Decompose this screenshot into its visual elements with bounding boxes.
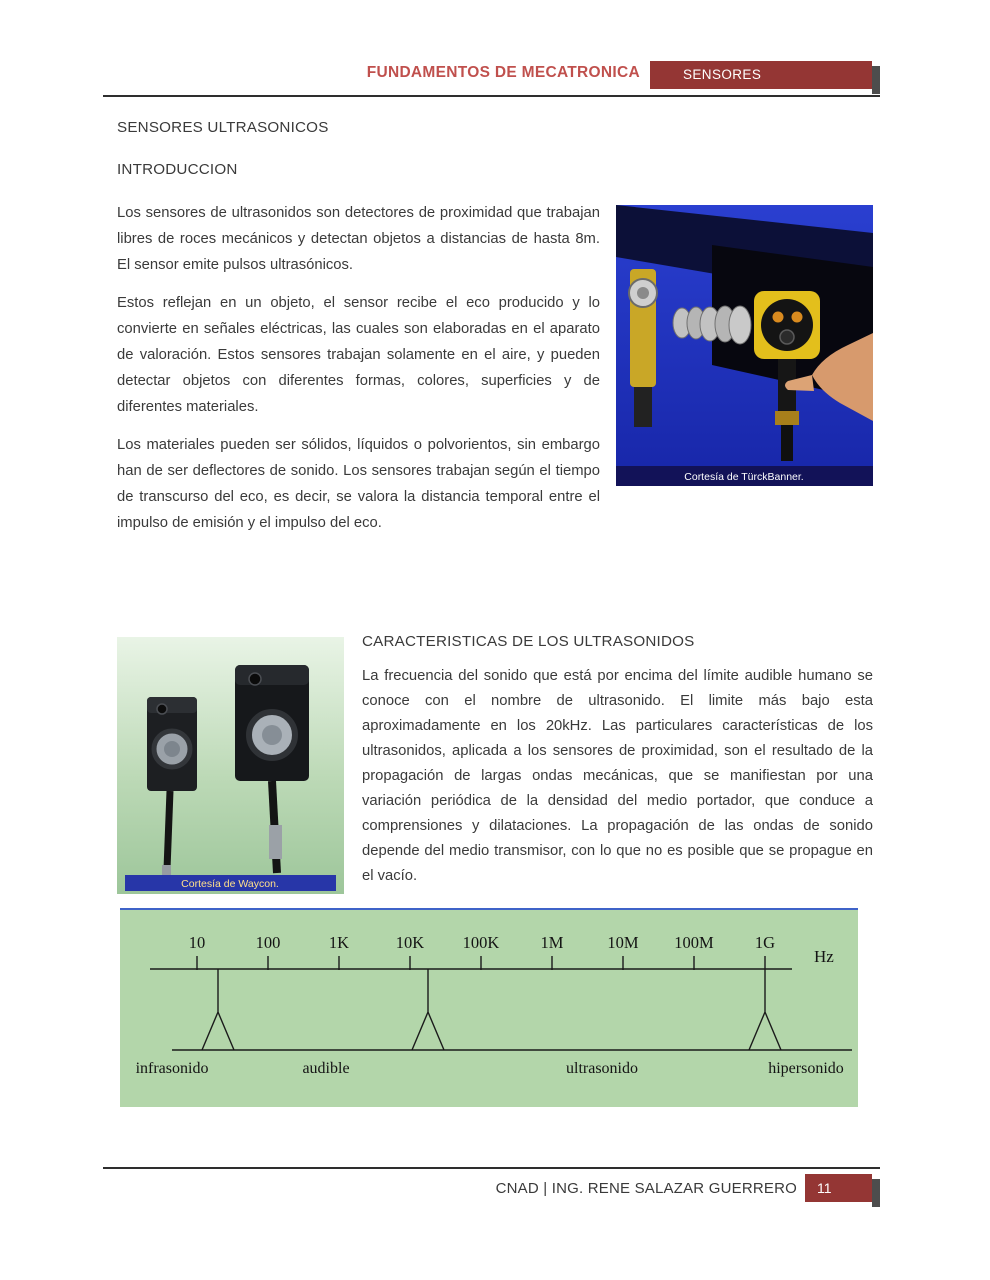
figure1-caption: Cortesía de TürckBanner. xyxy=(684,471,804,483)
unit-label: Hz xyxy=(814,947,834,966)
tick-labels xyxy=(189,933,775,952)
tick-label: 1M xyxy=(540,933,564,952)
footer-credit: CNAD | ING. RENE SALAZAR GUERRERO xyxy=(495,1179,797,1197)
page-number-badge xyxy=(805,1174,872,1202)
course-title: FUNDAMENTOS DE MECATRONICA xyxy=(366,64,640,81)
sensors-photo-illustration xyxy=(117,637,344,894)
region-label-audible: audible xyxy=(302,1060,350,1077)
characteristics-paragraph: La frecuencia del sonido que está por encima del límite audible humano se conoce con el nombre de ultrasonido. El limite más bajo esta aproximadamente en los 20kHz. Las particulares características de los ultrasonidos, aplicada a los sensores de proximidad, son el resultado de la propagación de largas ondas mecánicas, que se manifiestan por una variación periódica de la densidad del medio portador, que conduce a comprensiones y dilataciones. La propagación de las ondas de sonido depende del medio transmisor, con lo que no es posible que se propague en el vacío. xyxy=(362,668,873,884)
figure-turckbanner-sensor-photo xyxy=(616,205,873,486)
page-title: SENSORES ULTRASONICOS xyxy=(117,119,329,136)
page-number: 11 xyxy=(817,1180,832,1196)
tick-label: 100K xyxy=(462,933,500,952)
region-label-ultrasonido: ultrasonido xyxy=(566,1060,638,1077)
sensor-photo-illustration xyxy=(616,205,873,486)
tick-label: 10 xyxy=(188,933,206,952)
region-label-hipersonido: hipersonido xyxy=(768,1060,844,1077)
figure-waycon-sensors-photo xyxy=(117,637,344,894)
figure2-caption: Cortesía de Waycon. xyxy=(181,878,279,890)
intro-heading: INTRODUCCION xyxy=(117,161,238,178)
intro-paragraph-1: Los sensores de ultrasonidos son detectores de proximidad que trabajan libres de roces mecánicos y detectan objetos a distancias de hasta 8m. El sensor emite pulsos ultrasónicos. xyxy=(117,205,600,273)
footer-rule xyxy=(103,1167,880,1169)
intro-paragraph-3: Los materiales pueden ser sólidos, líquidos o polvorientos, sin embargo han de ser deflectores de sonido. Los sensores trabajan según el tiempo de transcurso del eco, es decir, se valora la distancia temporal entre el impulso de emisión y el impulso del eco. xyxy=(117,437,600,531)
region-label-infrasonido: infrasonido xyxy=(135,1060,209,1077)
header-rule xyxy=(103,95,880,97)
frequency-scale-diagram xyxy=(120,908,858,1107)
chapter-badge-label: SENSORES xyxy=(683,67,762,82)
characteristics-section xyxy=(117,631,873,924)
region-labels xyxy=(136,1060,844,1077)
tick-label: 100 xyxy=(255,933,281,952)
intro-section xyxy=(117,200,873,536)
tick-label: 10K xyxy=(395,933,425,952)
tick-label: 1G xyxy=(754,933,776,952)
page-footer xyxy=(103,1174,880,1202)
tick-label: 1K xyxy=(328,933,350,952)
chapter-badge xyxy=(650,61,872,89)
frequency-axis xyxy=(150,956,792,970)
characteristics-heading: CARACTERISTICAS DE LOS ULTRASONIDOS xyxy=(362,633,695,650)
region-dividers xyxy=(172,969,852,1050)
tick-label: 10M xyxy=(607,933,639,952)
intro-paragraph-2: Estos reflejan en un objeto, el sensor recibe el eco producido y lo convierte en señales eléctricas, las cuales son elaboradas en el aparato de valoración. Estos sensores trabajan solamente en el aire, y pueden detectar objetos con diferentes formas, colores, superficies y de diferentes materiales. xyxy=(117,295,600,415)
tick-label: 100M xyxy=(674,933,714,952)
